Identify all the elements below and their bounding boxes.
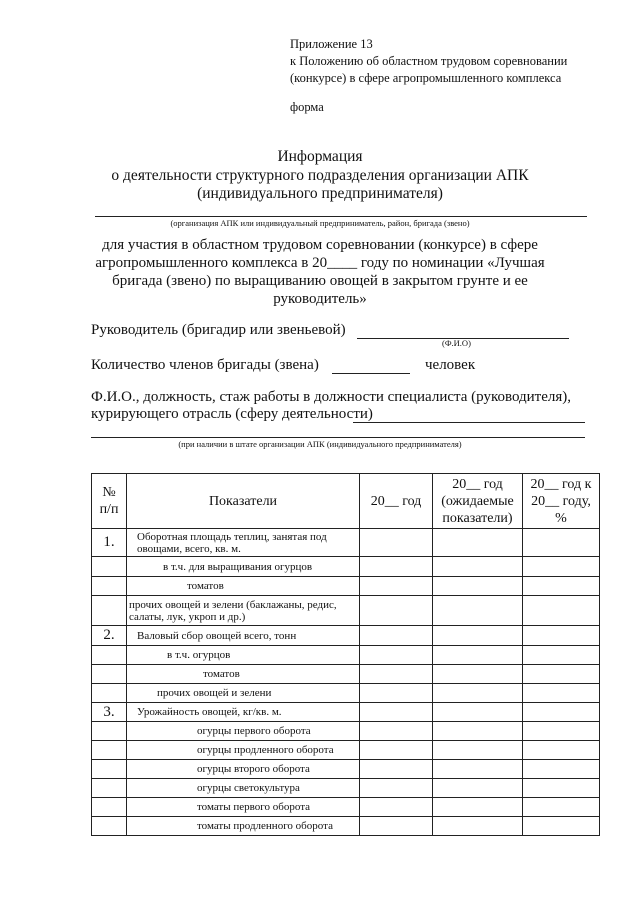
row-label: огурцы второго оборота: [127, 760, 360, 779]
value-cell[interactable]: [523, 529, 600, 557]
value-cell[interactable]: [433, 741, 523, 760]
value-cell[interactable]: [433, 817, 523, 836]
table-row: [92, 665, 600, 684]
table-header-row: [92, 474, 600, 529]
row-num: [92, 557, 127, 577]
table-row: [92, 779, 600, 798]
members-unit: человек: [425, 357, 476, 373]
specialist-line1: Ф.И.О., должность, стаж работы в должности специалиста (руководителя),: [91, 389, 572, 405]
value-cell[interactable]: [523, 722, 600, 741]
value-cell[interactable]: [360, 596, 433, 626]
value-cell[interactable]: [360, 665, 433, 684]
value-cell[interactable]: [523, 557, 600, 577]
value-cell[interactable]: [360, 722, 433, 741]
row-num: 3.: [92, 703, 127, 722]
header-expected: 20__ год (ожидаемые показатели): [433, 474, 523, 529]
row-label: в т.ч. для выращивания огурцов: [127, 557, 360, 577]
purpose-line1: для участия в областном трудовом соревновании (конкурсе) в сфере: [102, 237, 538, 253]
value-cell[interactable]: [523, 703, 600, 722]
value-cell[interactable]: [523, 626, 600, 646]
value-cell[interactable]: [360, 760, 433, 779]
value-cell[interactable]: [433, 779, 523, 798]
row-num: [92, 798, 127, 817]
specialist-line2: курирующего отрасль (сферу деятельности): [91, 406, 373, 422]
value-cell[interactable]: [433, 760, 523, 779]
value-cell[interactable]: [433, 703, 523, 722]
document-title: Информация: [277, 148, 363, 165]
value-cell[interactable]: [523, 779, 600, 798]
value-cell[interactable]: [360, 646, 433, 665]
value-cell[interactable]: [433, 798, 523, 817]
table-row: [92, 646, 600, 665]
specialist-caption: (при наличии в штате организации АПК (индивидуального предпринимателя): [178, 439, 462, 449]
value-cell[interactable]: [433, 577, 523, 596]
row-label: огурцы продленного оборота: [127, 741, 360, 760]
specialist-name-field[interactable]: [353, 422, 585, 423]
row-label: томаты продленного оборота: [127, 817, 360, 836]
value-cell[interactable]: [360, 798, 433, 817]
row-label: прочих овощей и зелени (баклажаны, редис, салаты, лук, укроп и др.): [127, 596, 360, 626]
value-cell[interactable]: [360, 529, 433, 557]
table-row: [92, 741, 600, 760]
row-num: [92, 684, 127, 703]
row-label: в т.ч. огурцов: [127, 646, 360, 665]
table-row: [92, 557, 600, 577]
value-cell[interactable]: [523, 760, 600, 779]
header-indicators: Показатели: [127, 474, 360, 529]
row-num: 1.: [92, 529, 127, 557]
value-cell[interactable]: [433, 646, 523, 665]
header-ratio: 20__ год к 20__ году, %: [523, 474, 600, 529]
members-label: Количество членов бригады (звена): [91, 357, 319, 373]
value-cell[interactable]: [433, 596, 523, 626]
table-row: [92, 817, 600, 836]
value-cell[interactable]: [360, 817, 433, 836]
row-label: Урожайность овощей, кг/кв. м.: [127, 703, 360, 722]
value-cell[interactable]: [360, 577, 433, 596]
table-row: [92, 703, 600, 722]
value-cell[interactable]: [360, 626, 433, 646]
row-num: [92, 646, 127, 665]
value-cell[interactable]: [360, 779, 433, 798]
row-num: [92, 741, 127, 760]
value-cell[interactable]: [523, 798, 600, 817]
specialist-underline[interactable]: [91, 437, 585, 438]
leader-label: Руководитель (бригадир или звеньевой): [91, 322, 346, 338]
purpose-line2: агропромышленного комплекса в 20____ году по номинации «Лучшая: [95, 255, 545, 271]
value-cell[interactable]: [523, 741, 600, 760]
value-cell[interactable]: [360, 703, 433, 722]
table-row: [92, 760, 600, 779]
row-num: [92, 779, 127, 798]
members-count-field[interactable]: [332, 373, 410, 374]
row-label: огурцы первого оборота: [127, 722, 360, 741]
table-row: [92, 596, 600, 626]
value-cell[interactable]: [523, 817, 600, 836]
row-num: [92, 722, 127, 741]
value-cell[interactable]: [433, 557, 523, 577]
row-num: 2.: [92, 626, 127, 646]
purpose-line3: бригада (звено) по выращиванию овощей в закрытом грунте и ее: [112, 273, 528, 289]
table-row: [92, 577, 600, 596]
row-label: томаты первого оборота: [127, 798, 360, 817]
table-row: [92, 626, 600, 646]
value-cell[interactable]: [523, 646, 600, 665]
org-caption: (организация АПК или индивидуальный предприниматель, район, бригада (звено): [170, 218, 470, 228]
row-num: [92, 577, 127, 596]
row-label: Валовый сбор овощей всего, тонн: [127, 626, 360, 646]
table-row: [92, 684, 600, 703]
appendix-number: Приложение 13: [290, 37, 373, 51]
value-cell[interactable]: [433, 722, 523, 741]
row-label: томатов: [127, 665, 360, 684]
value-cell[interactable]: [433, 626, 523, 646]
value-cell[interactable]: [360, 684, 433, 703]
org-underline: [95, 216, 587, 217]
row-num: [92, 760, 127, 779]
value-cell[interactable]: [433, 529, 523, 557]
row-num: [92, 665, 127, 684]
table-row: [92, 798, 600, 817]
row-label: огурцы светокультура: [127, 779, 360, 798]
document-subtitle-line3: (индивидуального предпринимателя): [197, 185, 443, 202]
leader-caption: (Ф.И.О): [442, 338, 471, 348]
value-cell[interactable]: [523, 596, 600, 626]
row-label: томатов: [127, 577, 360, 596]
header-year: 20__ год: [360, 474, 433, 529]
value-cell[interactable]: [523, 665, 600, 684]
value-cell[interactable]: [523, 577, 600, 596]
value-cell[interactable]: [433, 684, 523, 703]
appendix-ref-line2: к Положению об областном трудовом соревновании: [290, 54, 568, 68]
header-num: № п/п: [92, 474, 127, 529]
value-cell[interactable]: [360, 741, 433, 760]
purpose-line4: руководитель»: [273, 291, 367, 307]
document-subtitle-line2: о деятельности структурного подразделения организации АПК: [111, 167, 529, 184]
table-row: [92, 722, 600, 741]
value-cell[interactable]: [360, 557, 433, 577]
row-num: [92, 817, 127, 836]
indicators-table: [91, 473, 600, 836]
row-label: Оборотная площадь теплиц, занятая под овощами, всего, кв. м.: [127, 529, 360, 557]
appendix-ref-line3: (конкурсе) в сфере агропромышленного комплекса: [290, 71, 562, 85]
row-label: прочих овощей и зелени: [127, 684, 360, 703]
form-label: форма: [290, 100, 324, 114]
value-cell[interactable]: [433, 665, 523, 684]
table-row: [92, 529, 600, 557]
row-num: [92, 596, 127, 626]
value-cell[interactable]: [523, 684, 600, 703]
